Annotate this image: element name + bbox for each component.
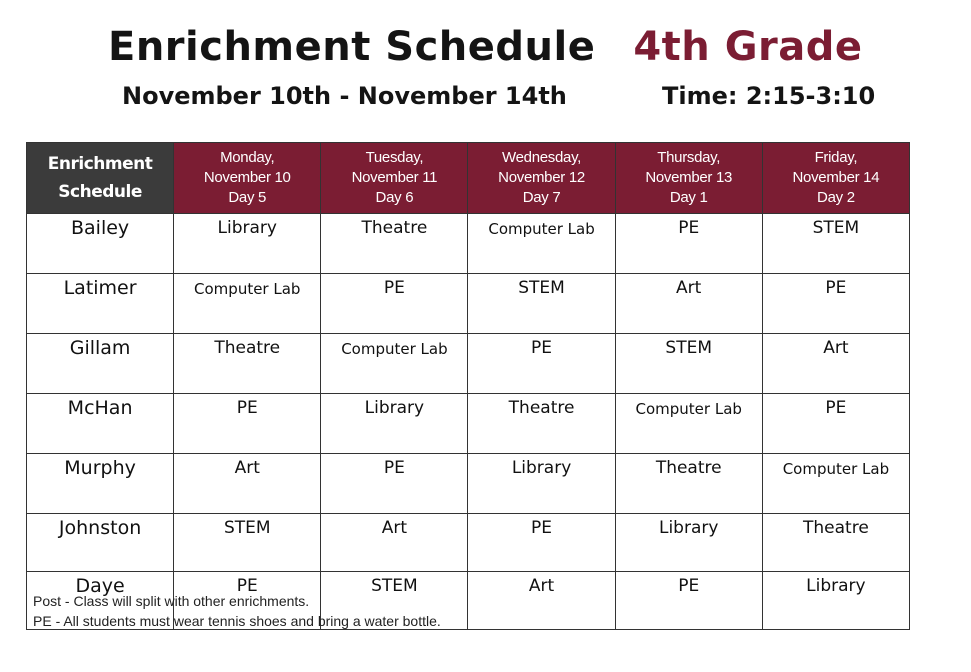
schedule-cell: Theatre [468, 394, 615, 454]
schedule-cell: PE [615, 214, 762, 274]
table-row [27, 394, 910, 454]
schedule-cell: Theatre [615, 454, 762, 514]
table-row [27, 514, 910, 572]
day-header-friday [762, 143, 909, 214]
time-range: Time: 2:15-3:10 [662, 82, 876, 110]
day-name: Wednesday, [502, 149, 582, 166]
corner-line-1: Enrichment [47, 154, 153, 174]
day-number: Day 2 [817, 189, 855, 206]
schedule-cell: Computer Lab [321, 334, 468, 394]
schedule-cell: Library [174, 214, 321, 274]
day-name: Thursday, [657, 149, 721, 166]
header-row [27, 143, 910, 214]
schedule-cell: PE [321, 454, 468, 514]
schedule-cell: STEM [321, 572, 468, 630]
class-name: Johnston [27, 514, 174, 572]
day-name: Tuesday, [365, 149, 424, 166]
schedule-cell: PE [174, 572, 321, 630]
table-row [27, 214, 910, 274]
day-header-tuesday [321, 143, 468, 214]
day-header-monday [174, 143, 321, 214]
day-date: November 14 [792, 169, 880, 186]
grade-title: 4th Grade [633, 24, 863, 70]
schedule-cell: Computer Lab [468, 214, 615, 274]
note-pe: PE - All students must wear tennis shoes and bring a water bottle. [33, 613, 441, 629]
schedule-cell: Art [615, 274, 762, 334]
title-row [108, 24, 863, 70]
schedule-cell: Art [468, 572, 615, 630]
day-header-thursday [615, 143, 762, 214]
corner-header [27, 143, 174, 214]
schedule-cell: Library [615, 514, 762, 572]
class-name: Bailey [27, 214, 174, 274]
subtitle-row [122, 82, 876, 110]
schedule-cell: Library [321, 394, 468, 454]
class-name: Latimer [27, 274, 174, 334]
schedule-cell: Theatre [762, 514, 909, 572]
day-header-wednesday [468, 143, 615, 214]
schedule-cell: PE [468, 514, 615, 572]
class-name: McHan [27, 394, 174, 454]
schedule-cell: PE [762, 394, 909, 454]
schedule-cell: STEM [762, 214, 909, 274]
schedule-cell: Art [321, 514, 468, 572]
schedule-cell: Art [762, 334, 909, 394]
schedule-table [26, 142, 910, 630]
page-title: Enrichment Schedule [108, 24, 596, 70]
day-date: November 13 [645, 169, 733, 186]
day-number: Day 7 [522, 189, 561, 206]
schedule-cell: STEM [468, 274, 615, 334]
day-date: November 11 [351, 169, 438, 186]
class-name: Daye [27, 572, 174, 630]
schedule-cell: PE [468, 334, 615, 394]
schedule-cell: PE [174, 394, 321, 454]
schedule-cell: Computer Lab [762, 454, 909, 514]
footnotes [33, 591, 441, 631]
table-body [27, 214, 910, 630]
date-range: November 10th - November 14th [122, 82, 567, 110]
day-number: Day 5 [228, 189, 267, 206]
day-number: Day 6 [375, 189, 414, 206]
day-date: November 10 [203, 169, 291, 186]
schedule-cell: Computer Lab [615, 394, 762, 454]
schedule-cell: PE [321, 274, 468, 334]
schedule-cell: PE [762, 274, 909, 334]
schedule-cell: Theatre [174, 334, 321, 394]
table-header [27, 143, 910, 214]
schedule-cell: Art [174, 454, 321, 514]
note-post: Post - Class will split with other enrichments. [33, 593, 310, 609]
schedule-cell: STEM [615, 334, 762, 394]
day-number: Day 1 [669, 189, 708, 206]
schedule-cell: STEM [174, 514, 321, 572]
schedule-cell: Theatre [321, 214, 468, 274]
day-name: Friday, [814, 149, 858, 166]
schedule-cell: Library [468, 454, 615, 514]
class-name: Gillam [27, 334, 174, 394]
day-date: November 12 [498, 169, 585, 186]
table-row [27, 334, 910, 394]
schedule-cell: PE [615, 572, 762, 630]
corner-line-2: Schedule [58, 182, 142, 202]
schedule-cell: Computer Lab [174, 274, 321, 334]
table-row [27, 274, 910, 334]
day-name: Monday, [220, 149, 275, 166]
schedule-cell: Library [762, 572, 909, 630]
class-name: Murphy [27, 454, 174, 514]
table-row [27, 454, 910, 514]
